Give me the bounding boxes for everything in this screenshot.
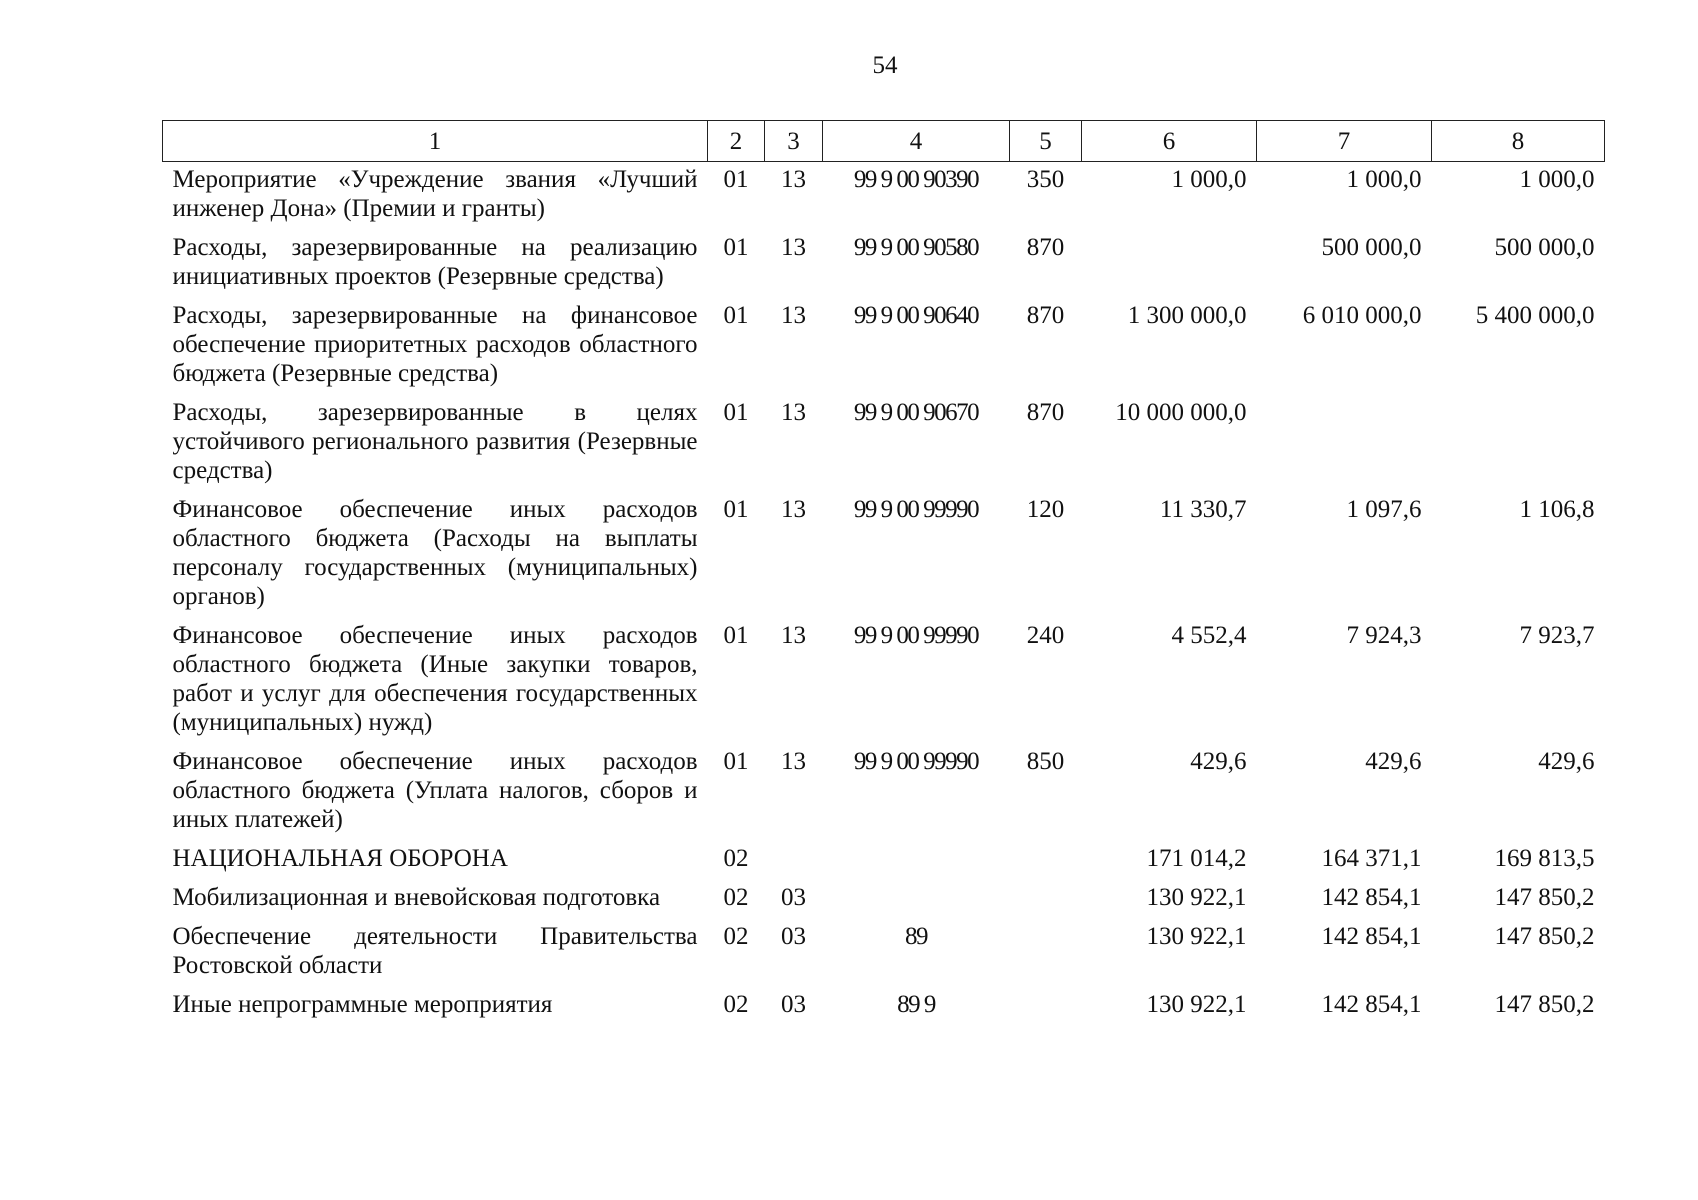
column-header-2: 2 bbox=[708, 121, 765, 162]
row-expense-type bbox=[1010, 987, 1082, 1026]
row-section: 01 bbox=[723, 496, 749, 523]
row-subsection: 13 bbox=[781, 234, 806, 261]
row-amount-col6: 4 552,4 bbox=[1171, 622, 1247, 649]
row-amount-col8: 147 850,2 bbox=[1494, 884, 1595, 911]
column-header-6: 6 bbox=[1082, 121, 1257, 162]
row-amount-col6: 429,6 bbox=[1190, 748, 1247, 775]
row-target-article bbox=[823, 880, 1010, 919]
row-subsection bbox=[765, 841, 823, 880]
row-amount-col7: 142 854,1 bbox=[1321, 991, 1422, 1018]
row-amount-col6: 11 330,7 bbox=[1159, 496, 1247, 523]
row-amount-col8: 147 850,2 bbox=[1494, 991, 1595, 1018]
row-section: 01 bbox=[723, 748, 749, 775]
table-row bbox=[163, 298, 1605, 395]
table-row bbox=[163, 919, 1605, 987]
row-section: 02 bbox=[723, 991, 749, 1018]
row-section: 01 bbox=[723, 234, 749, 261]
row-expense-type bbox=[1010, 841, 1082, 880]
row-amount-col6: 130 922,1 bbox=[1146, 884, 1247, 911]
row-subsection: 13 bbox=[781, 748, 806, 775]
row-amount-col6: 1 000,0 bbox=[1171, 166, 1247, 193]
row-amount-col8: 169 813,5 bbox=[1494, 845, 1595, 872]
row-subsection: 13 bbox=[781, 302, 806, 329]
column-header-3: 3 bbox=[765, 121, 823, 162]
row-target-article: 99 9 00 99990 bbox=[853, 622, 979, 649]
row-expense-type: 870 bbox=[1026, 399, 1065, 426]
table-row bbox=[163, 841, 1605, 880]
row-name: Расходы, зарезервированные в целях устойчивого регионального развития (Резервные средства) bbox=[172, 399, 698, 484]
row-target-article: 89 9 bbox=[897, 991, 935, 1018]
row-expense-type: 850 bbox=[1026, 748, 1065, 775]
row-target-article bbox=[823, 841, 1010, 880]
row-amount-col7: 429,6 bbox=[1365, 748, 1422, 775]
row-amount-col8 bbox=[1432, 395, 1605, 492]
table-body bbox=[163, 162, 1605, 1027]
row-amount-col7: 6 010 000,0 bbox=[1302, 302, 1422, 329]
row-amount-col7: 500 000,0 bbox=[1321, 234, 1422, 261]
row-expense-type: 870 bbox=[1026, 234, 1065, 261]
row-target-article: 99 9 00 90670 bbox=[853, 399, 979, 426]
row-expense-type: 870 bbox=[1026, 302, 1065, 329]
row-section: 01 bbox=[723, 622, 749, 649]
row-expense-type: 350 bbox=[1026, 166, 1065, 193]
row-amount-col7: 7 924,3 bbox=[1346, 622, 1422, 649]
row-subsection: 13 bbox=[781, 166, 806, 193]
row-amount-col6: 171 014,2 bbox=[1146, 845, 1247, 872]
row-name: Обеспечение деятельности Правительства Ростовской области bbox=[172, 923, 698, 979]
row-amount-col8: 429,6 bbox=[1538, 748, 1595, 775]
row-name: Финансовое обеспечение иных расходов областного бюджета (Расходы на выплаты персоналу государственных (муниципальных) органов) bbox=[172, 496, 698, 610]
row-amount-col6: 130 922,1 bbox=[1146, 991, 1247, 1018]
row-target-article: 99 9 00 90640 bbox=[853, 302, 979, 329]
row-amount-col7: 142 854,1 bbox=[1321, 884, 1422, 911]
row-subsection: 13 bbox=[781, 622, 806, 649]
row-section: 01 bbox=[723, 302, 749, 329]
row-expense-type: 120 bbox=[1026, 496, 1065, 523]
table-row bbox=[163, 162, 1605, 231]
row-amount-col8: 500 000,0 bbox=[1494, 234, 1595, 261]
row-name: НАЦИОНАЛЬНАЯ ОБОРОНА bbox=[172, 845, 508, 872]
row-expense-type: 240 bbox=[1026, 622, 1065, 649]
row-amount-col8: 7 923,7 bbox=[1519, 622, 1595, 649]
row-amount-col7: 1 000,0 bbox=[1346, 166, 1422, 193]
column-header-7: 7 bbox=[1257, 121, 1432, 162]
row-section: 01 bbox=[723, 399, 749, 426]
row-amount-col8: 1 000,0 bbox=[1519, 166, 1595, 193]
column-number-row bbox=[163, 121, 1605, 162]
table-row bbox=[163, 744, 1605, 841]
row-subsection: 13 bbox=[781, 496, 806, 523]
row-amount-col7: 142 854,1 bbox=[1321, 923, 1422, 950]
row-amount-col8: 1 106,8 bbox=[1519, 496, 1595, 523]
column-header-4: 4 bbox=[823, 121, 1010, 162]
row-amount-col8: 147 850,2 bbox=[1494, 923, 1595, 950]
row-amount-col7: 164 371,1 bbox=[1321, 845, 1422, 872]
row-target-article: 99 9 00 90390 bbox=[853, 166, 979, 193]
table-row bbox=[163, 618, 1605, 744]
table-row bbox=[163, 395, 1605, 492]
table-row bbox=[163, 880, 1605, 919]
column-header-1: 1 bbox=[163, 121, 708, 162]
row-amount-col7: 1 097,6 bbox=[1346, 496, 1422, 523]
row-amount-col6: 10 000 000,0 bbox=[1115, 399, 1247, 426]
budget-table bbox=[162, 120, 1605, 1026]
row-subsection: 03 bbox=[781, 991, 806, 1018]
row-target-article: 99 9 00 99990 bbox=[853, 496, 979, 523]
row-name: Финансовое обеспечение иных расходов областного бюджета (Иные закупки товаров, работ и услуг для обеспечения государственных (муниципальных) нужд) bbox=[172, 622, 698, 736]
row-section: 02 bbox=[723, 923, 749, 950]
row-target-article: 89 bbox=[905, 923, 927, 950]
row-name: Мероприятие «Учреждение звания «Лучший инженер Дона» (Премии и гранты) bbox=[172, 166, 698, 222]
row-amount-col7 bbox=[1257, 395, 1432, 492]
row-name: Расходы, зарезервированные на финансовое обеспечение приоритетных расходов областного бюджета (Резервные средства) bbox=[172, 302, 698, 387]
page-number: 54 bbox=[872, 52, 898, 79]
row-amount-col6: 1 300 000,0 bbox=[1127, 302, 1247, 329]
table-row bbox=[163, 230, 1605, 298]
row-subsection: 03 bbox=[781, 884, 806, 911]
row-section: 02 bbox=[723, 884, 749, 911]
table-row bbox=[163, 987, 1605, 1026]
row-name: Мобилизационная и вневойсковая подготовка bbox=[172, 884, 661, 911]
row-amount-col6: 130 922,1 bbox=[1146, 923, 1247, 950]
column-header-5: 5 bbox=[1010, 121, 1082, 162]
table-row bbox=[163, 492, 1605, 618]
table-header bbox=[163, 121, 1605, 162]
row-expense-type bbox=[1010, 919, 1082, 987]
row-section: 01 bbox=[723, 166, 749, 193]
row-target-article: 99 9 00 90580 bbox=[853, 234, 979, 261]
row-amount-col8: 5 400 000,0 bbox=[1475, 302, 1595, 329]
row-name: Иные непрограммные мероприятия bbox=[172, 991, 553, 1018]
row-name: Финансовое обеспечение иных расходов областного бюджета (Уплата налогов, сборов и иных платежей) bbox=[172, 748, 698, 833]
column-header-8: 8 bbox=[1432, 121, 1605, 162]
row-amount-col6 bbox=[1082, 230, 1257, 298]
row-name: Расходы, зарезервированные на реализацию инициативных проектов (Резервные средства) bbox=[172, 234, 698, 290]
row-subsection: 03 bbox=[781, 923, 806, 950]
row-subsection: 13 bbox=[781, 399, 806, 426]
row-target-article: 99 9 00 99990 bbox=[853, 748, 979, 775]
row-expense-type bbox=[1010, 880, 1082, 919]
row-section: 02 bbox=[723, 845, 749, 872]
